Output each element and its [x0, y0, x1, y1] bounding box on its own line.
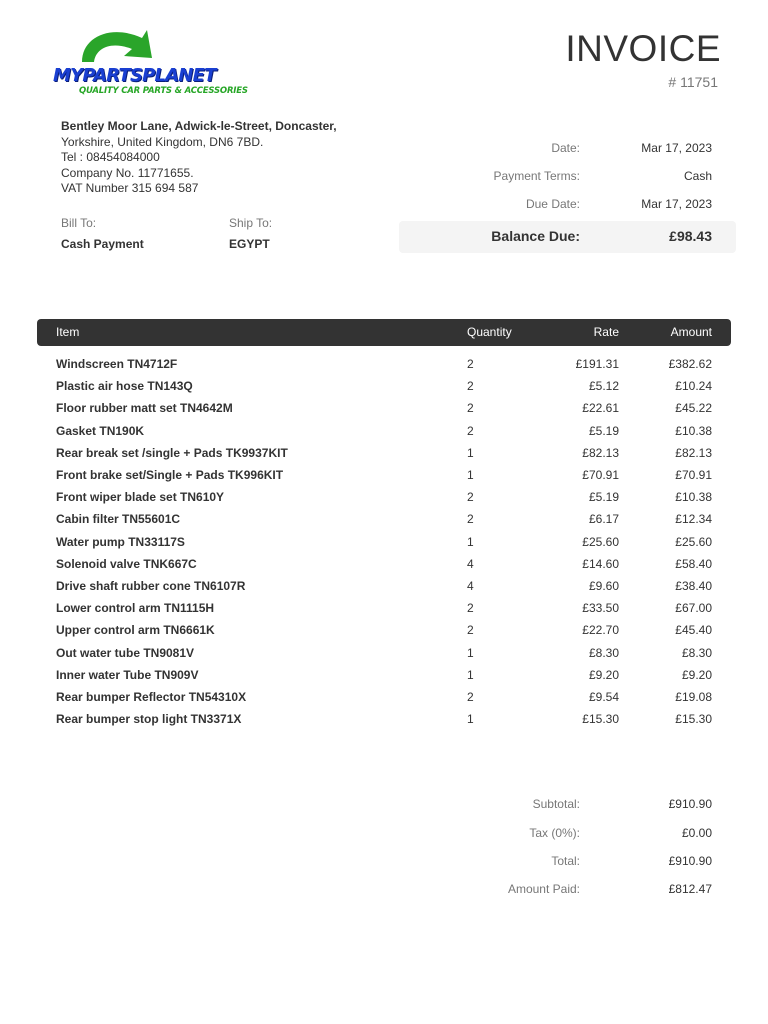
invoice-number: # 11751 — [668, 74, 718, 90]
payment-terms-value: Cash — [683, 169, 712, 183]
row-item: Lower control arm TN1115H — [56, 601, 215, 616]
row-amount: £9.20 — [681, 667, 712, 682]
row-amount: £10.24 — [675, 379, 712, 394]
row-rate: £14.60 — [582, 556, 619, 571]
table-row — [0, 379, 768, 401]
row-rate: £70.91 — [582, 468, 619, 482]
subtotal-label: Subtotal: — [532, 797, 580, 811]
row-item: Front brake set/Single + Pads TK996KIT — [56, 468, 284, 482]
row-quantity: 1 — [467, 445, 474, 460]
row-quantity: 1 — [467, 712, 474, 727]
logo-wordmark: MYPARTSPLANET — [53, 65, 216, 86]
row-quantity: 2 — [467, 690, 474, 704]
row-quantity: 1 — [467, 468, 474, 482]
row-amount: £38.40 — [675, 579, 712, 593]
subtotal-value: £910.90 — [668, 797, 712, 811]
company-line: VAT Number 315 694 587 — [61, 181, 199, 195]
items-table-header — [37, 319, 731, 346]
ship-to-label: Ship To: — [229, 216, 273, 230]
row-rate: £25.60 — [582, 534, 619, 549]
ship-to-value: EGYPT — [229, 237, 270, 251]
row-amount: £45.40 — [675, 623, 712, 638]
row-quantity: 2 — [467, 401, 474, 416]
date-label: Date: — [551, 141, 580, 155]
row-amount: £82.13 — [675, 445, 712, 460]
row-amount: £15.30 — [675, 712, 712, 727]
row-rate: £9.60 — [588, 579, 619, 593]
row-amount: £382.62 — [668, 357, 712, 371]
invoice-title: INVOICE — [565, 28, 721, 69]
row-quantity: 2 — [467, 357, 474, 371]
row-rate: £5.12 — [588, 379, 619, 394]
row-item: Floor rubber matt set TN4642M — [56, 401, 233, 416]
row-amount: £12.34 — [675, 512, 712, 527]
header-amount: Amount — [670, 325, 712, 339]
total-label: Total: — [551, 854, 580, 868]
row-rate: £5.19 — [588, 490, 619, 505]
row-rate: £8.30 — [588, 645, 619, 660]
table-row — [0, 646, 768, 668]
amount-paid-value: £812.47 — [668, 882, 712, 896]
logo-tagline: QUALITY CAR PARTS & ACCESSORIES — [79, 86, 248, 96]
company-address — [61, 119, 337, 197]
row-rate: £15.30 — [582, 712, 619, 727]
row-rate: £5.19 — [588, 423, 619, 438]
date-value: Mar 17, 2023 — [641, 141, 712, 155]
bill-to-label: Bill To: — [61, 216, 97, 230]
table-row — [0, 424, 768, 446]
table-row — [0, 357, 768, 379]
table-row — [0, 512, 768, 534]
row-rate: £9.20 — [588, 667, 619, 682]
header-item: Item — [56, 325, 80, 339]
row-rate: £191.31 — [575, 357, 619, 371]
row-quantity: 1 — [467, 645, 474, 660]
total-value: £910.90 — [668, 854, 712, 868]
row-amount: £25.60 — [675, 534, 712, 549]
row-item: Out water tube TN9081V — [56, 645, 195, 660]
row-item: Plastic air hose TN143Q — [56, 379, 193, 394]
table-row — [0, 446, 768, 468]
row-item: Cabin filter TN55601C — [56, 512, 181, 527]
bill-to-value: Cash Payment — [61, 237, 144, 251]
row-amount: £19.08 — [675, 690, 712, 704]
balance-due-box — [399, 221, 736, 253]
row-item: Rear bumper stop light TN3371X — [56, 712, 242, 727]
table-row — [0, 490, 768, 512]
header-quantity: Quantity — [467, 325, 512, 339]
row-quantity: 4 — [467, 556, 474, 571]
row-amount: £10.38 — [675, 423, 712, 438]
row-quantity: 1 — [467, 534, 474, 549]
table-row — [0, 401, 768, 423]
row-rate: £22.70 — [582, 623, 619, 638]
row-rate: £33.50 — [582, 601, 619, 616]
table-row — [0, 668, 768, 690]
tax-value: £0.00 — [681, 826, 712, 840]
row-amount: £8.30 — [681, 645, 712, 660]
table-row — [0, 579, 768, 601]
company-line: Tel : 08454084000 — [61, 150, 160, 164]
row-item: Gasket TN190K — [56, 423, 145, 438]
due-date-label: Due Date: — [525, 197, 580, 211]
row-amount: £10.38 — [675, 490, 712, 505]
header-rate: Rate — [593, 325, 619, 339]
row-item: Water pump TN33117S — [56, 534, 185, 549]
payment-terms-label: Payment Terms: — [493, 169, 580, 183]
tax-label: Tax (0%): — [529, 826, 580, 840]
balance-due-label: Balance Due: — [491, 228, 580, 244]
row-amount: £67.00 — [675, 601, 712, 616]
row-quantity: 2 — [467, 601, 474, 616]
row-rate: £22.61 — [582, 401, 619, 416]
row-rate: £6.17 — [588, 512, 619, 527]
table-row — [0, 601, 768, 623]
table-row — [0, 690, 768, 712]
row-quantity: 4 — [467, 579, 474, 593]
row-item: Windscreen TN4712F — [56, 357, 178, 371]
row-item: Rear bumper Reflector TN54310X — [56, 690, 247, 704]
table-row — [0, 557, 768, 579]
due-date-value: Mar 17, 2023 — [641, 197, 712, 211]
company-line: Yorkshire, United Kingdom, DN6 7BD. — [61, 134, 264, 149]
row-quantity: 2 — [467, 379, 474, 394]
row-quantity: 1 — [467, 667, 474, 682]
row-amount: £70.91 — [675, 468, 712, 482]
balance-due-value: £98.43 — [669, 228, 712, 244]
row-quantity: 2 — [467, 623, 474, 638]
company-line: Bentley Moor Lane, Adwick-le-Street, Doncaster, — [61, 119, 337, 133]
table-row — [0, 623, 768, 645]
company-line: Company No. 11771655. — [61, 165, 194, 180]
row-amount: £58.40 — [675, 556, 712, 571]
row-rate: £9.54 — [588, 690, 619, 704]
table-row — [0, 712, 768, 734]
table-row — [0, 468, 768, 490]
row-quantity: 2 — [467, 512, 474, 527]
amount-paid-label: Amount Paid: — [507, 882, 580, 896]
row-item: Upper control arm TN6661K — [56, 623, 215, 638]
row-item: Solenoid valve TNK667C — [56, 556, 197, 571]
row-item: Drive shaft rubber cone TN6107R — [56, 579, 246, 593]
row-rate: £82.13 — [582, 445, 619, 460]
row-amount: £45.22 — [675, 401, 712, 416]
row-item: Inner water Tube TN909V — [56, 667, 199, 682]
row-quantity: 2 — [467, 490, 474, 505]
row-item: Rear break set /single + Pads TK9937KIT — [56, 445, 288, 460]
row-quantity: 2 — [467, 423, 474, 438]
row-item: Front wiper blade set TN610Y — [56, 490, 225, 505]
table-row — [0, 535, 768, 557]
